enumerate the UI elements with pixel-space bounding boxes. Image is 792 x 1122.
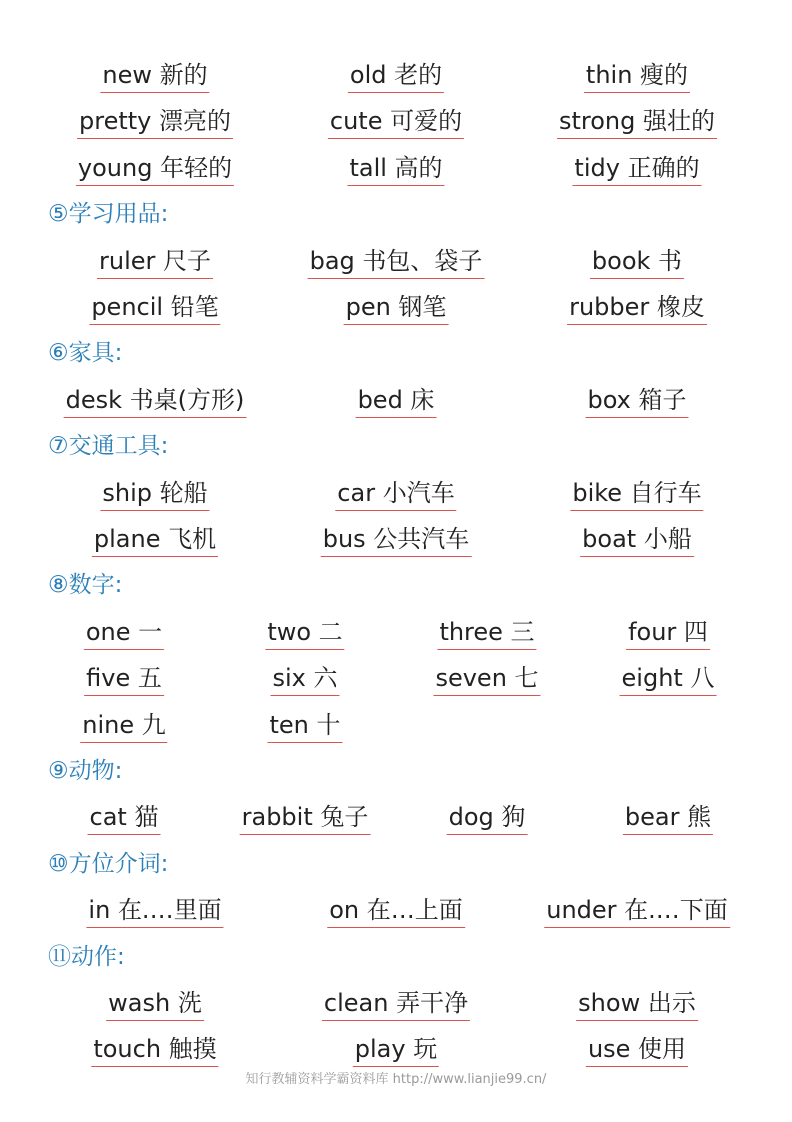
vocab-entry: cat 猫 — [88, 802, 161, 835]
vocab-entry: boat 小船 — [580, 524, 694, 557]
vocab-entry: new 新的 — [100, 60, 209, 93]
vocab-row — [0, 385, 792, 431]
vocab-entry: cute 可爱的 — [328, 106, 464, 139]
vocab-entry: plane 飞机 — [92, 524, 218, 557]
vocab-row — [0, 617, 792, 663]
vocab-row — [0, 710, 792, 756]
section-heading: ⑦交通工具: — [48, 433, 169, 460]
vocab-entry: nine 九 — [80, 710, 167, 743]
vocab-entry: two 二 — [265, 617, 344, 650]
vocab-entry: book 书 — [590, 246, 684, 279]
vocab-entry: on 在…上面 — [327, 895, 465, 928]
vocab-entry: pencil 铅笔 — [89, 292, 220, 325]
vocab-row — [0, 246, 792, 292]
vocab-entry: ten 十 — [267, 710, 342, 743]
vocab-entry: box 箱子 — [585, 385, 688, 418]
vocab-entry: tall 高的 — [347, 153, 444, 186]
vocab-entry: rabbit 兔子 — [240, 802, 371, 835]
vocab-entry: car 小汽车 — [335, 478, 456, 511]
section-heading: ⑤学习用品: — [48, 201, 169, 228]
vocab-entry: desk 书桌(方形) — [64, 385, 247, 418]
vocab-entry: wash 洗 — [106, 988, 204, 1021]
vocab-entry: pen 钢笔 — [344, 292, 449, 325]
vocab-row — [0, 988, 792, 1034]
vocab-row — [0, 524, 792, 570]
vocab-entry: under 在.…下面 — [544, 895, 730, 928]
vocab-entry: use 使用 — [586, 1034, 688, 1067]
vocab-entry: five 五 — [84, 663, 164, 696]
footer-watermark: 知行教辅资料学霸资料库 http://www.lianjie99.cn/ — [245, 1072, 547, 1087]
vocab-entry: dog 狗 — [447, 802, 528, 835]
vocab-entry: eight 八 — [620, 663, 717, 696]
vocab-entry: six 六 — [270, 663, 339, 696]
vocab-entry: old 老的 — [348, 60, 444, 93]
section-heading: ⑥家具: — [48, 340, 123, 367]
vocab-row — [0, 478, 792, 524]
vocab-entry: show 出示 — [576, 988, 698, 1021]
section-heading: ⑩方位介词: — [48, 850, 169, 877]
vocab-entry: rubber 橡皮 — [567, 292, 707, 325]
vocab-entry: bear 熊 — [623, 802, 713, 835]
vocab-row — [0, 106, 792, 152]
vocab-entry: tidy 正确的 — [572, 153, 701, 186]
vocab-row — [0, 802, 792, 848]
vocab-row — [0, 663, 792, 709]
vocab-row — [0, 60, 792, 106]
vocab-row — [0, 292, 792, 338]
vocab-row — [0, 895, 792, 941]
vocab-entry: young 年轻的 — [76, 153, 234, 186]
vocab-entry: play 玩 — [353, 1034, 439, 1067]
vocab-entry: ruler 尺子 — [97, 246, 213, 279]
vocab-entry: three 三 — [437, 617, 536, 650]
vocab-entry: ship 轮船 — [100, 478, 209, 511]
vocab-entry: one 一 — [84, 617, 164, 650]
vocab-entry: thin 瘦的 — [584, 60, 690, 93]
section-heading: ⑨动物: — [48, 758, 123, 784]
vocab-entry: strong 强壮的 — [557, 106, 717, 139]
vocab-row — [0, 153, 792, 199]
vocab-entry: pretty 漂亮的 — [77, 106, 233, 139]
vocab-entry: bag 书包、袋子 — [308, 246, 485, 279]
vocab-entry: four 四 — [626, 617, 710, 650]
vocab-entry: in 在.…里面 — [86, 895, 223, 928]
vocab-entry: touch 触摸 — [91, 1034, 218, 1067]
vocab-entry: bed 床 — [356, 385, 437, 418]
vocab-entry: bike 自行车 — [570, 478, 703, 511]
vocab-entry: clean 弄干净 — [322, 988, 470, 1021]
vocab-entry: seven 七 — [433, 663, 540, 696]
section-heading: ⑧数字: — [48, 572, 123, 599]
section-heading: ⑪动作: — [48, 943, 125, 970]
vocab-entry: bus 公共汽车 — [321, 524, 472, 557]
